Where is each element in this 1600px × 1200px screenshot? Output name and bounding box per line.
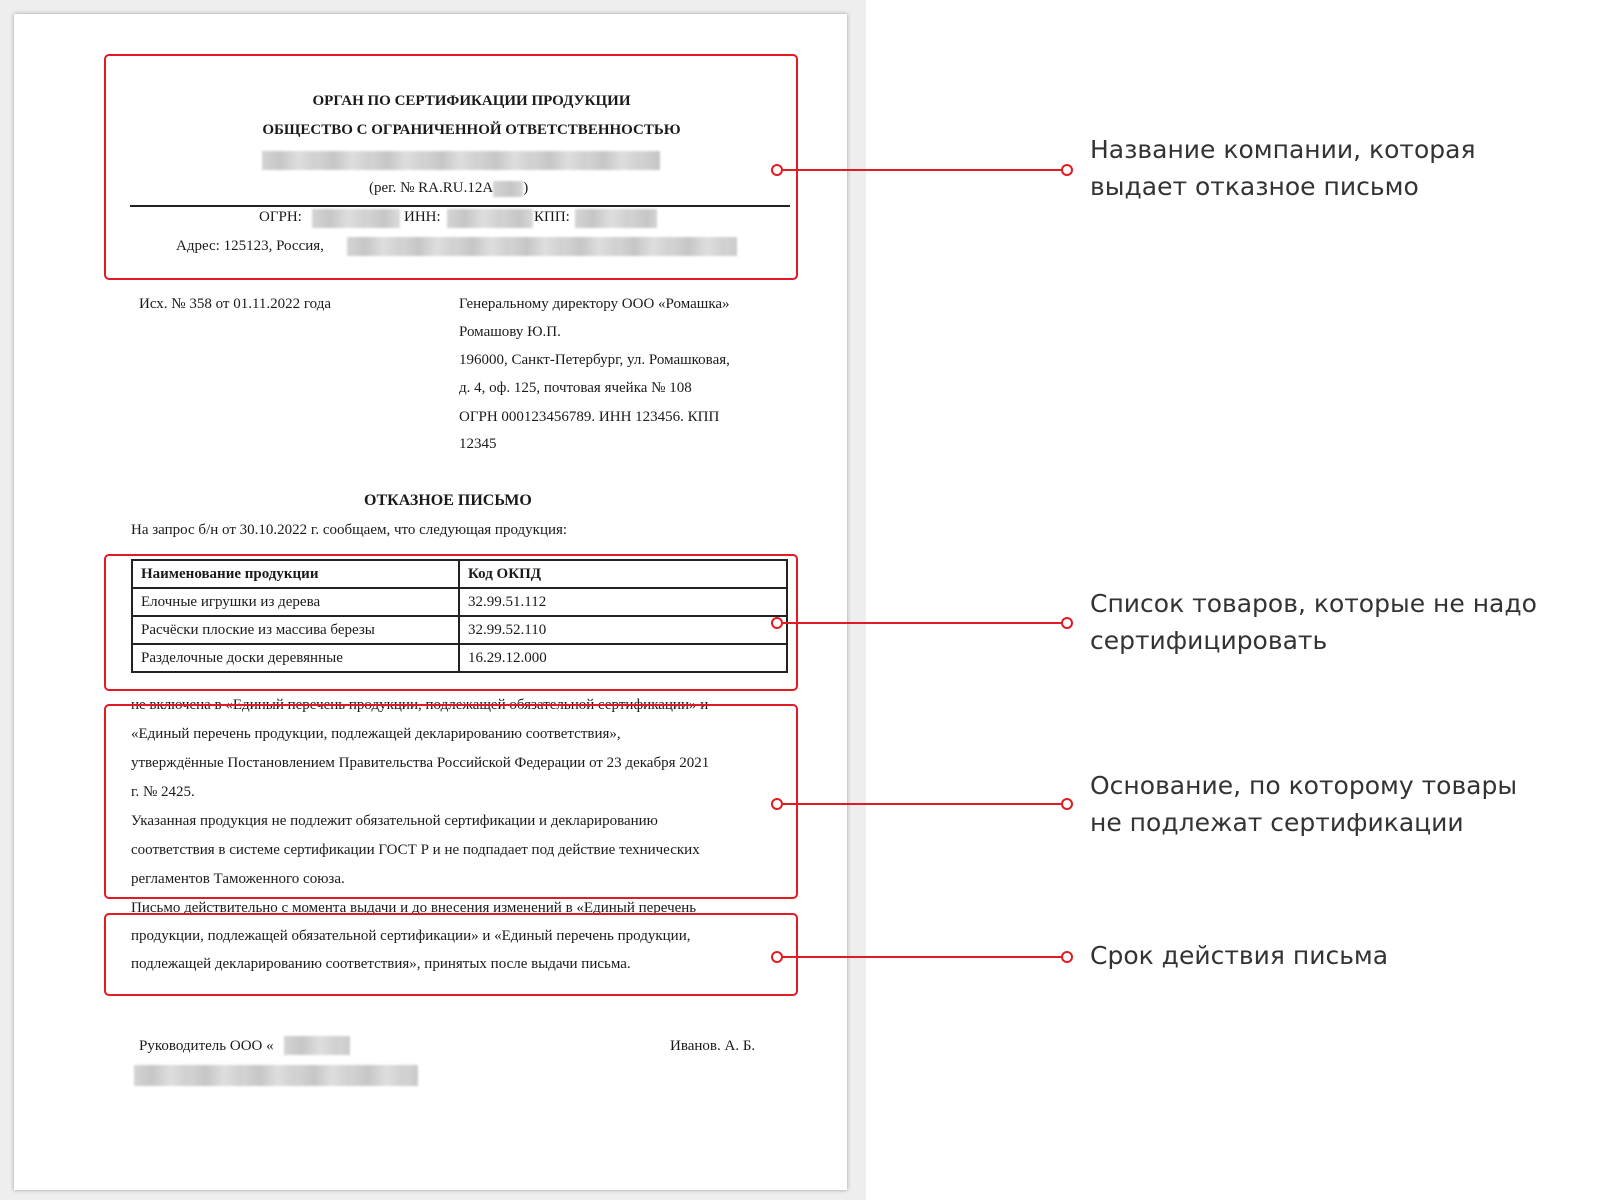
- outgoing-number: Исх. № 358 от 01.11.2022 года: [139, 296, 332, 312]
- ogrn-label: ОГРН:: [259, 209, 302, 225]
- basis-annotation: [1090, 767, 1517, 841]
- redacted-signature: [134, 1065, 418, 1086]
- validity-annotation: [1090, 937, 1388, 974]
- validity-connector-end: [1061, 951, 1073, 963]
- basis-connector-end: [1061, 798, 1073, 810]
- header-line1: ОРГАН ПО СЕРТИФИКАЦИИ ПРОДУКЦИИ: [312, 93, 631, 109]
- products-connector-end: [1061, 617, 1073, 629]
- company-annotation: [1090, 131, 1476, 205]
- company-connector-start: [771, 164, 783, 176]
- redacted-company-short: [284, 1036, 350, 1055]
- table-cell: 32.99.52.110: [459, 616, 787, 644]
- validity-line-2: продукции, подлежащей обязательной сертификации» и «Единый перечень продукции,: [131, 928, 691, 944]
- products-annotation-line-2: сертифицировать: [1090, 626, 1328, 655]
- products-annotation: [1090, 585, 1537, 659]
- basis-line-1: не включена в «Единый перечень продукции, подлежащей обязательной сертификации» и: [131, 697, 709, 713]
- products-connector-start: [771, 617, 783, 629]
- company-highlight-box: [104, 54, 798, 280]
- letter-title: ОТКАЗНОЕ ПИСЬМО: [364, 492, 532, 509]
- validity-connector-start: [771, 951, 783, 963]
- recipient-line-2: Ромашову Ю.П.: [459, 324, 561, 340]
- intro-text: На запрос б/н от 30.10.2022 г. сообщаем, что следующая продукция:: [131, 522, 568, 538]
- address-label: Адрес: 125123, Россия,: [176, 238, 324, 254]
- table-cell: Разделочные доски деревянные: [132, 644, 459, 672]
- recipient-line-4: д. 4, оф. 125, почтовая ячейка № 108: [459, 380, 692, 396]
- kpp-label: КПП:: [534, 209, 570, 225]
- table-cell: Расчёски плоские из массива березы: [132, 616, 459, 644]
- basis-connector-line: [783, 803, 1063, 805]
- basis-annotation-line-2: не подлежат сертификации: [1090, 808, 1464, 837]
- basis-connector-start: [771, 798, 783, 810]
- company-connector-line: [783, 169, 1063, 171]
- basis-line-4: г. № 2425.: [131, 784, 195, 800]
- products-annotation-line-1: Список товаров, которые не надо: [1090, 589, 1537, 618]
- recipient-line-1: Генеральному директору ООО «Ромашка»: [459, 296, 730, 312]
- company-connector-end: [1061, 164, 1073, 176]
- registration-text: (рег. № RA.RU.12A: [369, 180, 494, 196]
- basis-line-2: «Единый перечень продукции, подлежащей декларированию соответствия»,: [131, 726, 621, 742]
- basis-highlight-box: [104, 704, 798, 899]
- basis-line-7: регламентов Таможенного союза.: [131, 871, 345, 887]
- validity-annotation-line-1: Срок действия письма: [1090, 941, 1389, 970]
- validity-line-1: Письмо действительно с момента выдачи и до внесения изменений в «Единый перечень: [131, 900, 697, 916]
- signature-position: Руководитель ООО «: [139, 1038, 274, 1054]
- basis-line-6: соответствия в системе сертификации ГОСТ Р и не подпадает под действие технических: [131, 842, 700, 858]
- table-header-cell: Код ОКПД: [459, 560, 787, 588]
- basis-annotation-line-1: Основание, по которому товары: [1090, 771, 1518, 800]
- validity-line-3: подлежащей декларированию соответствия», принятых после выдачи письма.: [131, 956, 631, 972]
- table-cell: 16.29.12.000: [459, 644, 787, 672]
- company-annotation-line-2: выдает отказное письмо: [1090, 172, 1419, 201]
- table-cell: Елочные игрушки из дерева: [132, 588, 459, 616]
- validity-highlight-box: [104, 913, 798, 996]
- basis-line-5: Указанная продукция не подлежит обязательной сертификации и декларированию: [131, 813, 658, 829]
- company-annotation-line-1: Название компании, которая: [1090, 135, 1476, 164]
- recipient-line-3: 196000, Санкт-Петербург, ул. Ромашковая,: [459, 352, 730, 368]
- recipient-line-5: ОГРН 000123456789. ИНН 123456. КПП: [459, 409, 720, 425]
- recipient-line-6: 12345: [459, 436, 497, 452]
- validity-connector-line: [783, 956, 1063, 958]
- products-highlight-box: [104, 554, 798, 691]
- basis-line-3: утверждённые Постановлением Правительства Российской Федерации от 23 декабря 2021: [131, 755, 710, 771]
- registration-close: ): [523, 180, 529, 196]
- signature-name: Иванов. А. Б.: [670, 1038, 756, 1054]
- table-header-cell: Наименование продукции: [132, 560, 459, 588]
- table-cell: 32.99.51.112: [459, 588, 787, 616]
- products-connector-line: [783, 622, 1063, 624]
- header-line2: ОБЩЕСТВО С ОГРАНИЧЕННОЙ ОТВЕТСТВЕННОСТЬЮ: [262, 122, 681, 138]
- inn-label: ИНН:: [404, 209, 441, 225]
